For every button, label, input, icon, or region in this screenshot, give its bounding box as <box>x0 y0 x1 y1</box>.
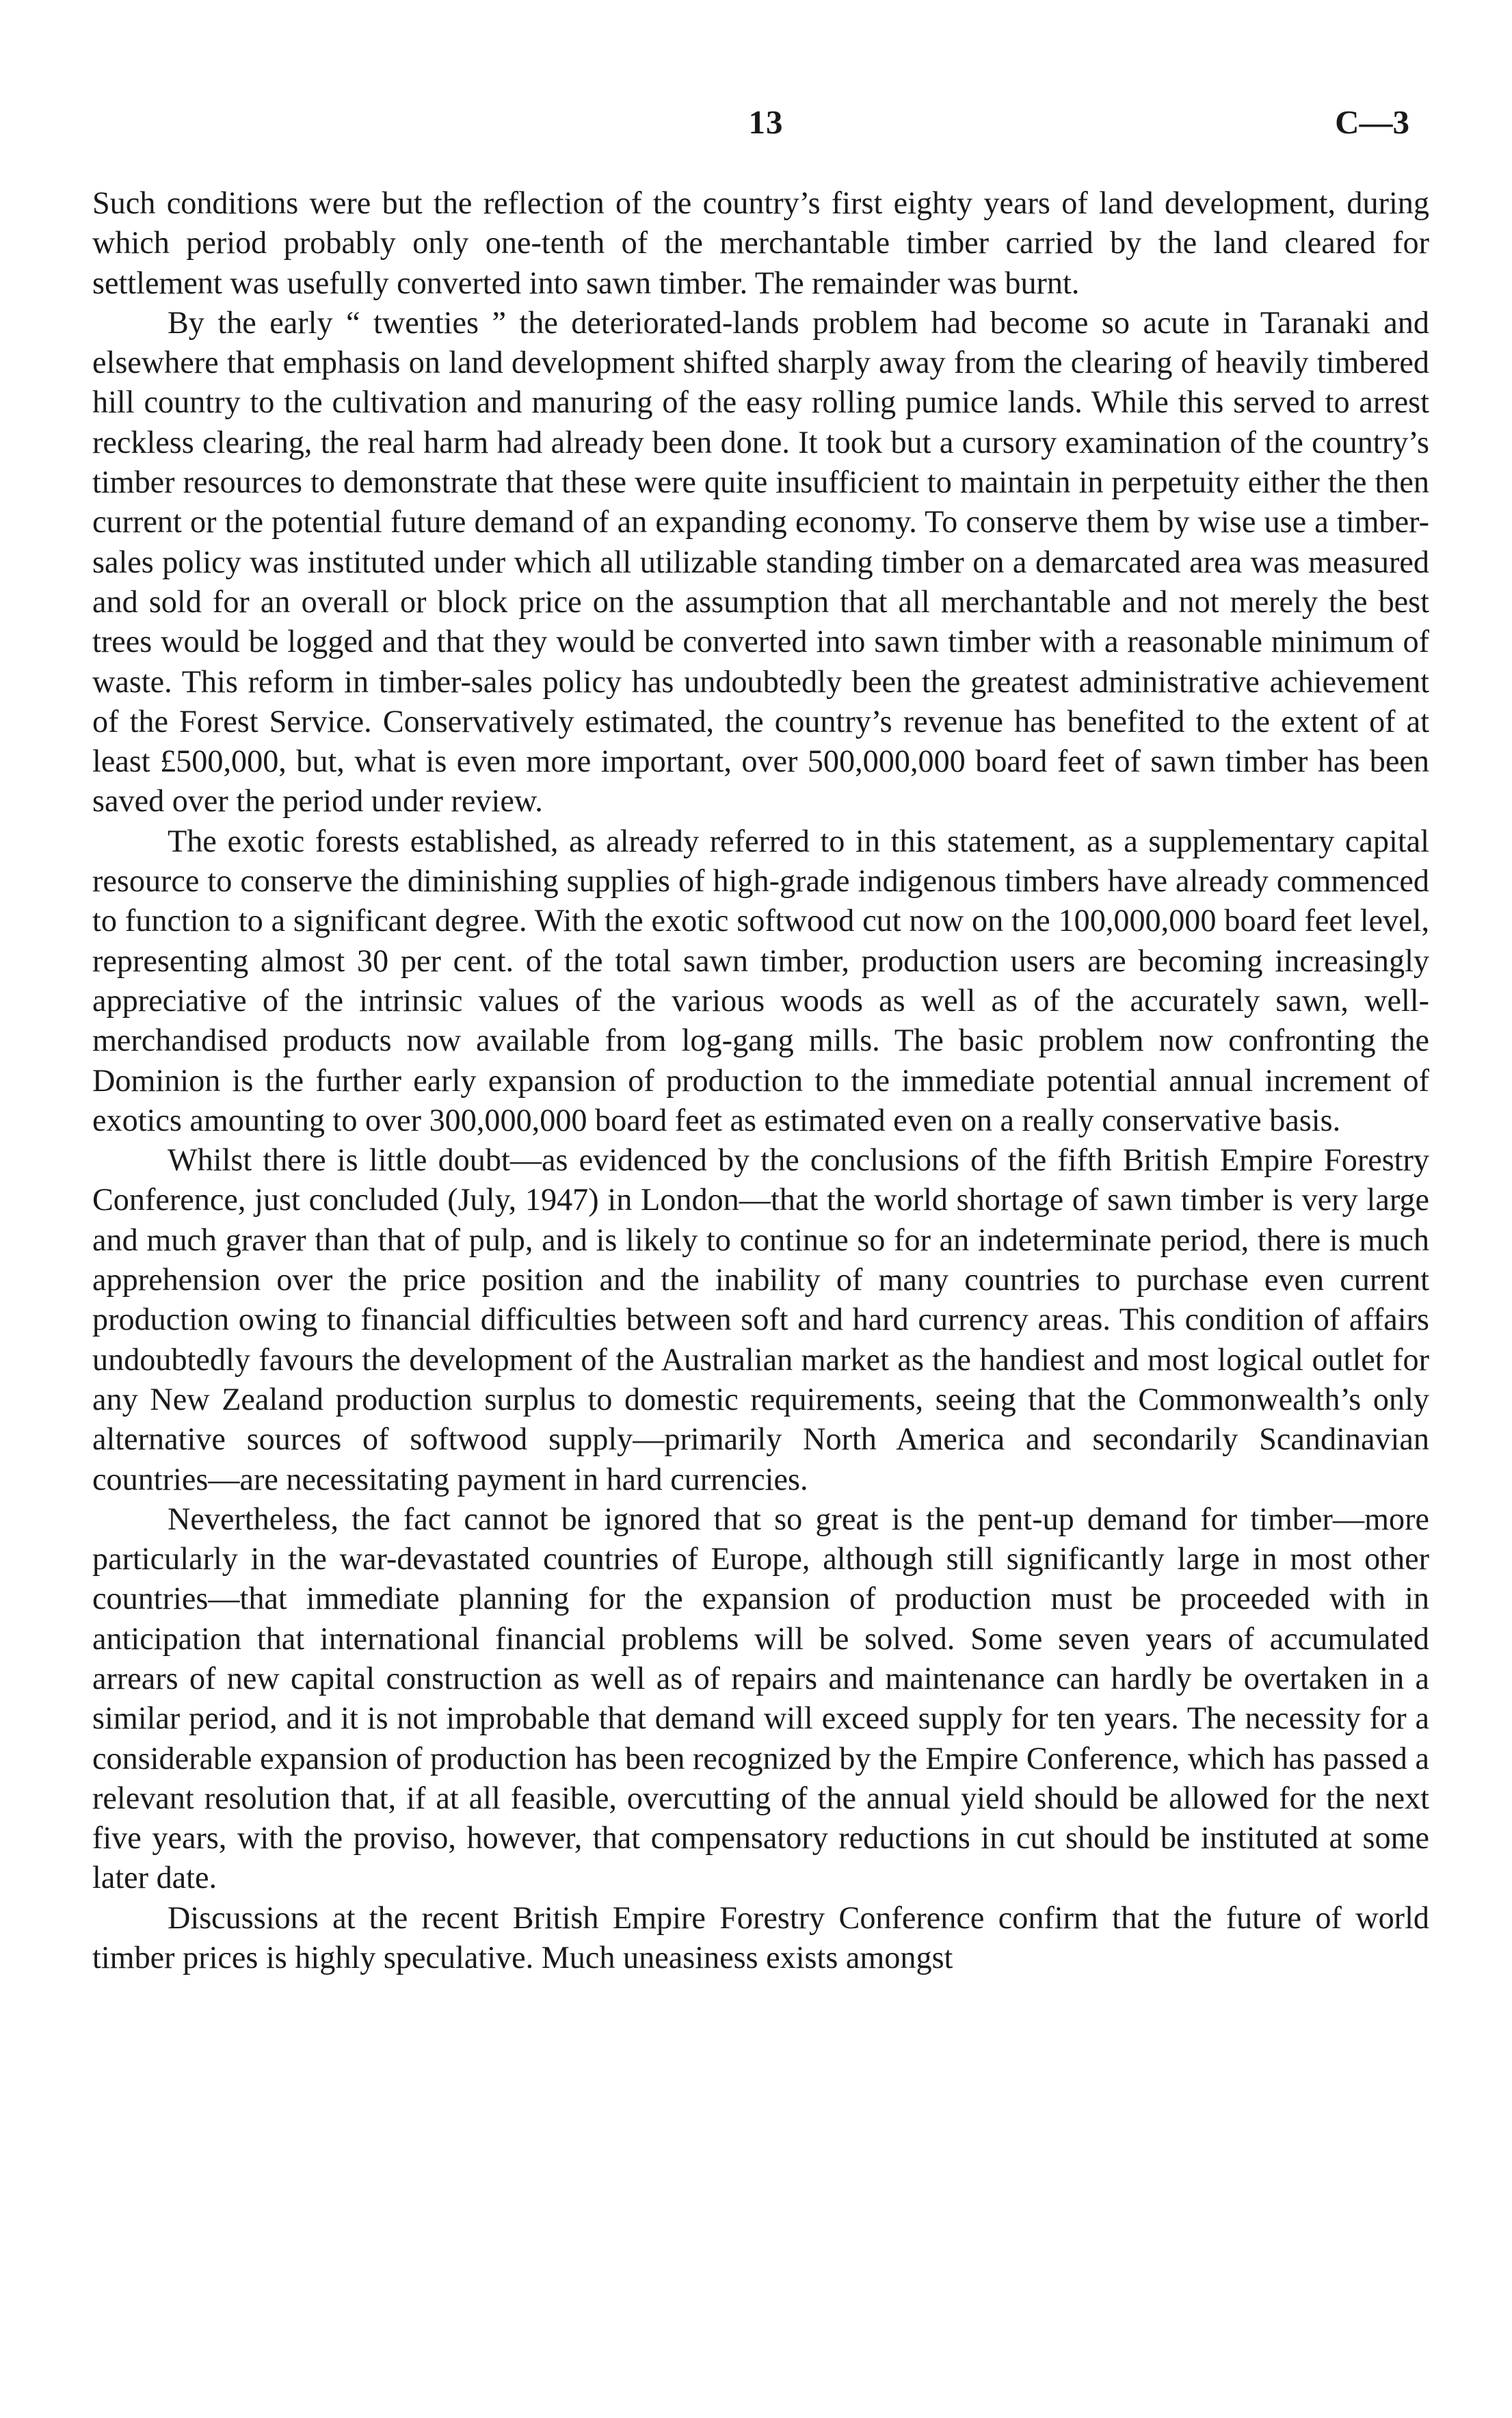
paragraph: By the early “ twenties ” the deteriorated-lands problem had become so acute in Taranaki and elsewhere that emphasis on land development shifted sharply away from the clearing of heavily timbered hill country to the cultivation and manuring of the easy rolling pumice lands. While this served to arrest reckless clearing, the real harm had already been done. It took but a cursory examination of the country’s timber resources to demonstrate that these were quite insufficient to maintain in perpetuity either the then current or the potential future demand of an expanding economy. To conserve them by wise use a timber-sales policy was instituted under which all utilizable standing timber on a demarcated area was measured and sold for an overall or block price on the assumption that all merchantable and not merely the best trees would be logged and that they would be converted into sawn timber with a reasonable minimum of waste. This reform in timber-sales policy has undoubtedly been the greatest administrative achievement of the Forest Service. Conservatively estimated, the country’s revenue has benefited to the extent of at least £500,000, but, what is even more important, over 500,000,000 board feet of sawn timber has been saved over the period under review. <box>92 304 1429 819</box>
paragraph: The exotic forests established, as already referred to in this statement, as a supplementary capital resource to conserve the diminishing supplies of high-grade indigenous timbers have already commenced to function to a significant degree. With the exotic softwood cut now on the 100,000,000 board feet level, representing almost 30 per cent. of the total sawn timber, production users are becoming increasingly appreciative of the intrinsic values of the various woods as well as of the accurately sawn, well-merchandised products now available from log-gang mills. The basic problem now confronting the Dominion is the further early expansion of production to the immediate potential annual increment of exotics amounting to over 300,000,000 board feet as estimated even on a really conservative basis. <box>92 823 1429 1138</box>
paragraph: Nevertheless, the fact cannot be ignored that so great is the pent-up demand for timber—more particularly in the war-devastated countries of Europe, although still significantly large in most other countries—that immediate planning for the expansion of production must be proceeded with in anticipation that international financial problems will be solved. Some seven years of accumulated arrears of new capital construction as well as of repairs and maintenance can hardly be overtaken in a similar period, and it is not improbable that demand will exceed supply for ten years. The necessity for a considerable expansion of production has been recognized by the Empire Conference, which has passed a relevant resolution that, if at all feasible, overcutting of the annual yield should be allowed for the next five years, with the proviso, however, that compensatory reductions in cut should be instituted at some later date. <box>92 1501 1429 1895</box>
body-text <box>92 183 1429 1977</box>
paragraph: Discussions at the recent British Empire Forestry Conference confirm that the future of world timber prices is highly speculative. Much uneasiness exists amongst <box>92 1900 1429 1975</box>
page-header <box>0 103 1512 150</box>
paragraph: Whilst there is little doubt—as evidenced by the conclusions of the fifth British Empire Forestry Conference, just concluded (July, 1947) in London—that the world shortage of sawn timber is very large and much graver than that of pulp, and is likely to continue so for an indeterminate period, there is much apprehension over the price position and the inability of many countries to purchase even current production owing to financial difficulties between soft and hard currency areas. This condition of affairs undoubtedly favours the development of the Australian market as the handiest and most logical outlet for any New Zealand production surplus to domestic requirements, seeing that the Commonwealth’s only alternative sources of softwood supply—primarily North America and secondarily Scandinavian countries—are necessitating payment in hard currencies. <box>92 1142 1429 1497</box>
document-reference: C—3 <box>1335 103 1409 141</box>
page-number: 13 <box>748 103 784 141</box>
paragraph-continuation: Such conditions were but the reflection of the country’s first eighty years of land development, during which period probably only one-tenth of the merchantable timber carried by the land cleared for settlement was usefully converted into sawn timber. The remainder was burnt. <box>92 185 1429 300</box>
